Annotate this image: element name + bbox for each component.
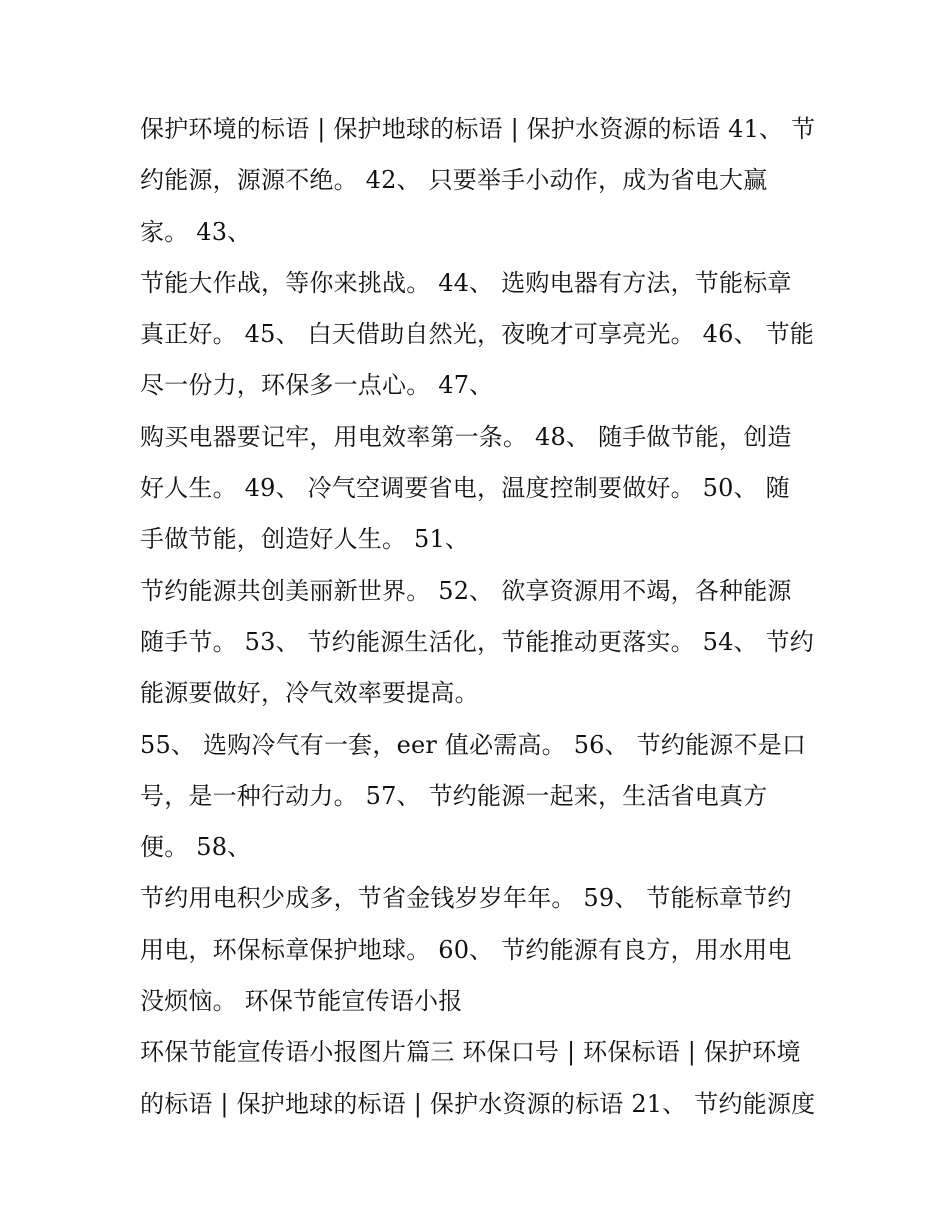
text-line: 55、 选购冷气有一套，eer 值必需高。 56、 节约能源不是口 (140, 730, 807, 759)
text-line: 便。 58、 (140, 833, 252, 862)
text-line: 环保节能宣传语小报图片篇三 环保口号 | 环保标语 | 保护环境 (140, 1038, 801, 1067)
text-line: 能源要做好，冷气效率要提高。 (140, 679, 479, 708)
text-line: 的标语 | 保护地球的标语 | 保护水资源的标语 21、 节约能源度 (140, 1089, 816, 1118)
text-line: 手做节能，创造好人生。 51、 (140, 525, 470, 554)
text-line: 没烦恼。 环保节能宣传语小报 (140, 987, 463, 1016)
text-line: 购买电器要记牢，用电效率第一条。 48、 随手做节能，创造 (140, 422, 792, 451)
text-line: 约能源，源源不绝。 42、 只要举手小动作，成为省电大赢 (140, 166, 768, 195)
text-line: 节能大作战，等你来挑战。 44、 选购电器有方法，节能标章 (140, 268, 792, 297)
text-line: 节约能源共创美丽新世界。 52、 欲享资源用不竭，各种能源 (140, 576, 792, 605)
text-line: 尽一份力，环保多一点心。 47、 (140, 371, 494, 400)
text-line: 真正好。 45、 白天借助自然光，夜晚才可享亮光。 46、 节能 (140, 320, 814, 349)
text-line: 节约用电积少成多，节省金钱岁岁年年。 59、 节能标章节约 (140, 884, 792, 913)
text-line: 用电，环保标章保护地球。 60、 节约能源有良方，用水用电 (140, 935, 792, 964)
text-line: 家。 43、 (140, 217, 252, 246)
document-body (140, 104, 820, 1130)
text-line: 保护环境的标语 | 保护地球的标语 | 保护水资源的标语 41、 节 (140, 115, 816, 143)
text-line: 号，是一种行动力。 57、 节约能源一起来，生活省电真方 (140, 781, 768, 810)
text-line: 好人生。 49、 冷气空调要省电，温度控制要做好。 50、 随 (140, 474, 790, 503)
text-line: 随手节。 53、 节约能源生活化，节能推动更落实。 54、 节约 (140, 627, 814, 656)
